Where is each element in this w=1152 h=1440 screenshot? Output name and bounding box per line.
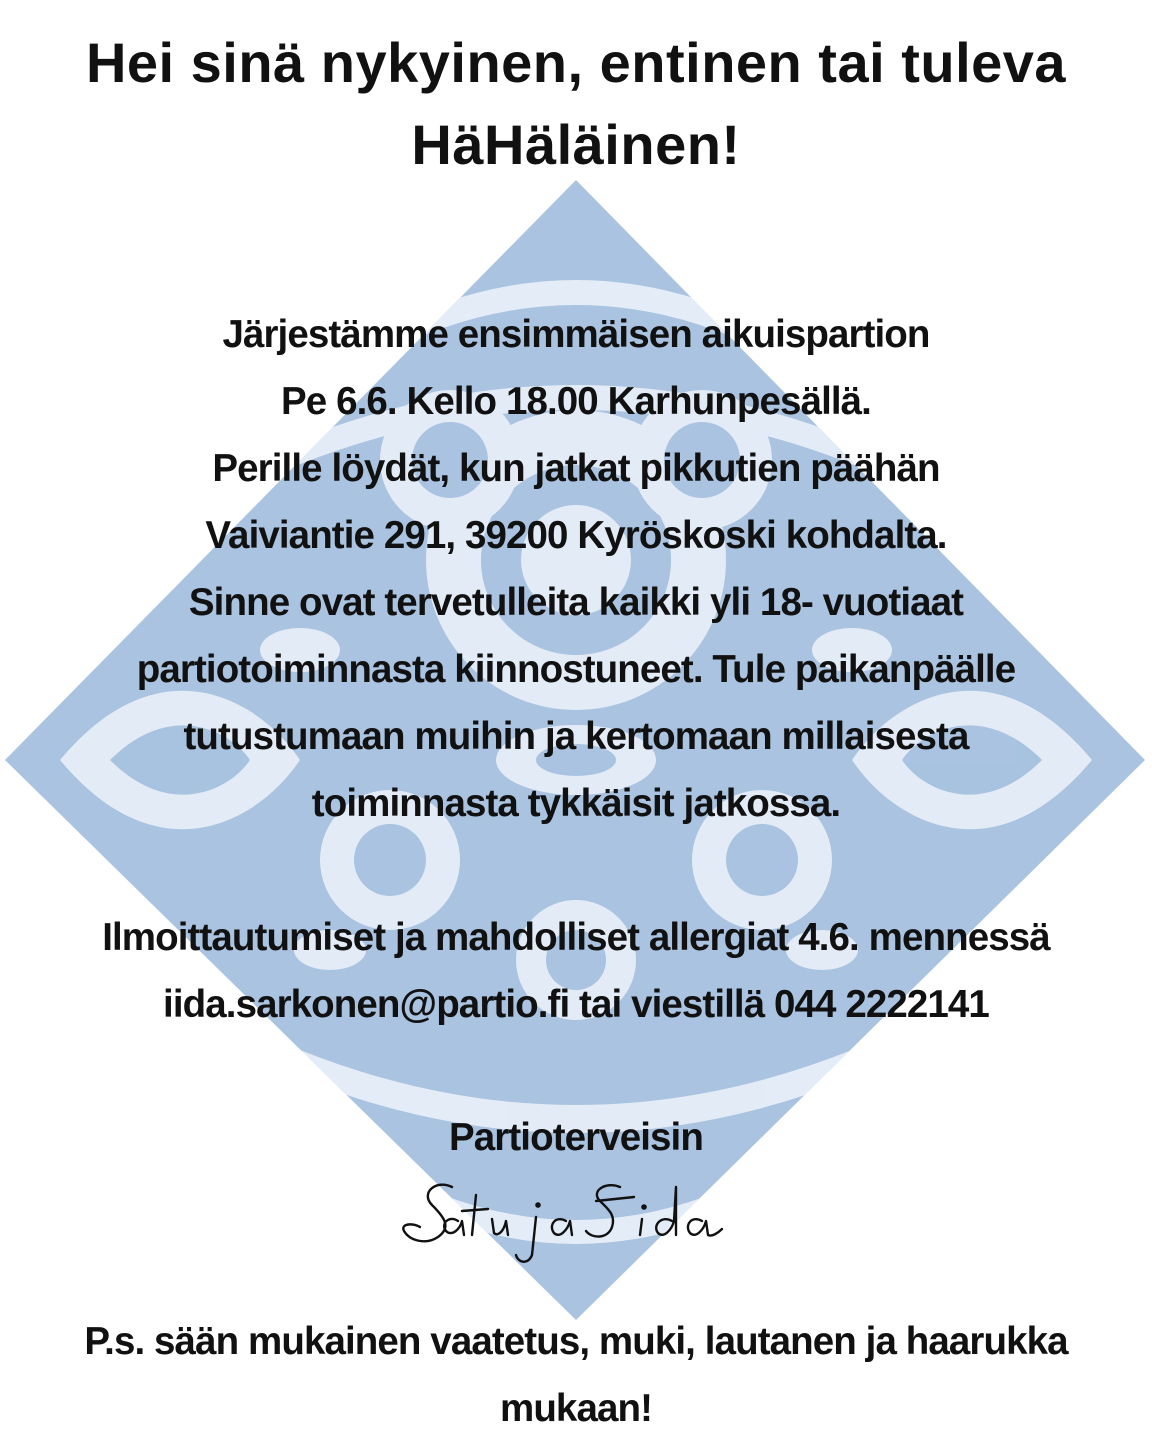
closing-greeting: Partioterveisin — [449, 1116, 703, 1159]
headline-line-2: HäHäläinen! — [411, 113, 741, 176]
ps-line-2: mukaan! — [499, 1387, 653, 1430]
ps-line-1: P.s. sään mukainen vaatetus, muki, lautanen ja haarukka — [84, 1320, 1068, 1363]
invitation-line: toiminnasta tykkäisit jatkossa. — [311, 782, 841, 825]
invitation-line: Vaiviantie 291, 39200 Kyröskoski kohdalta. — [205, 514, 947, 557]
invitation-line: Sinne ovat tervetulleita kaikki yli 18- vuotiaat — [188, 581, 964, 624]
invitation-line: Järjestämme ensimmäisen aikuispartion — [222, 313, 930, 356]
invitation-line: tutustumaan muihin ja kertomaan millaisesta — [183, 715, 969, 758]
registration-line: Ilmoittautumiset ja mahdolliset allergiat 4.6. mennessä — [102, 916, 1050, 959]
handwritten-signature — [0, 1165, 1152, 1275]
headline-line-1: Hei sinä nykyinen, entinen tai tuleva — [85, 31, 1067, 94]
invitation-line: Perille löydät, kun jatkat pikkutien päähän — [212, 447, 940, 490]
registration-contact-line: iida.sarkonen@partio.fi tai viestillä 044 2222141 — [163, 983, 989, 1026]
invitation-line: Pe 6.6. Kello 18.00 Karhunpesällä. — [281, 380, 871, 423]
invitation-line: partiotoiminnasta kiinnostuneet. Tule paikanpäälle — [136, 648, 1016, 691]
